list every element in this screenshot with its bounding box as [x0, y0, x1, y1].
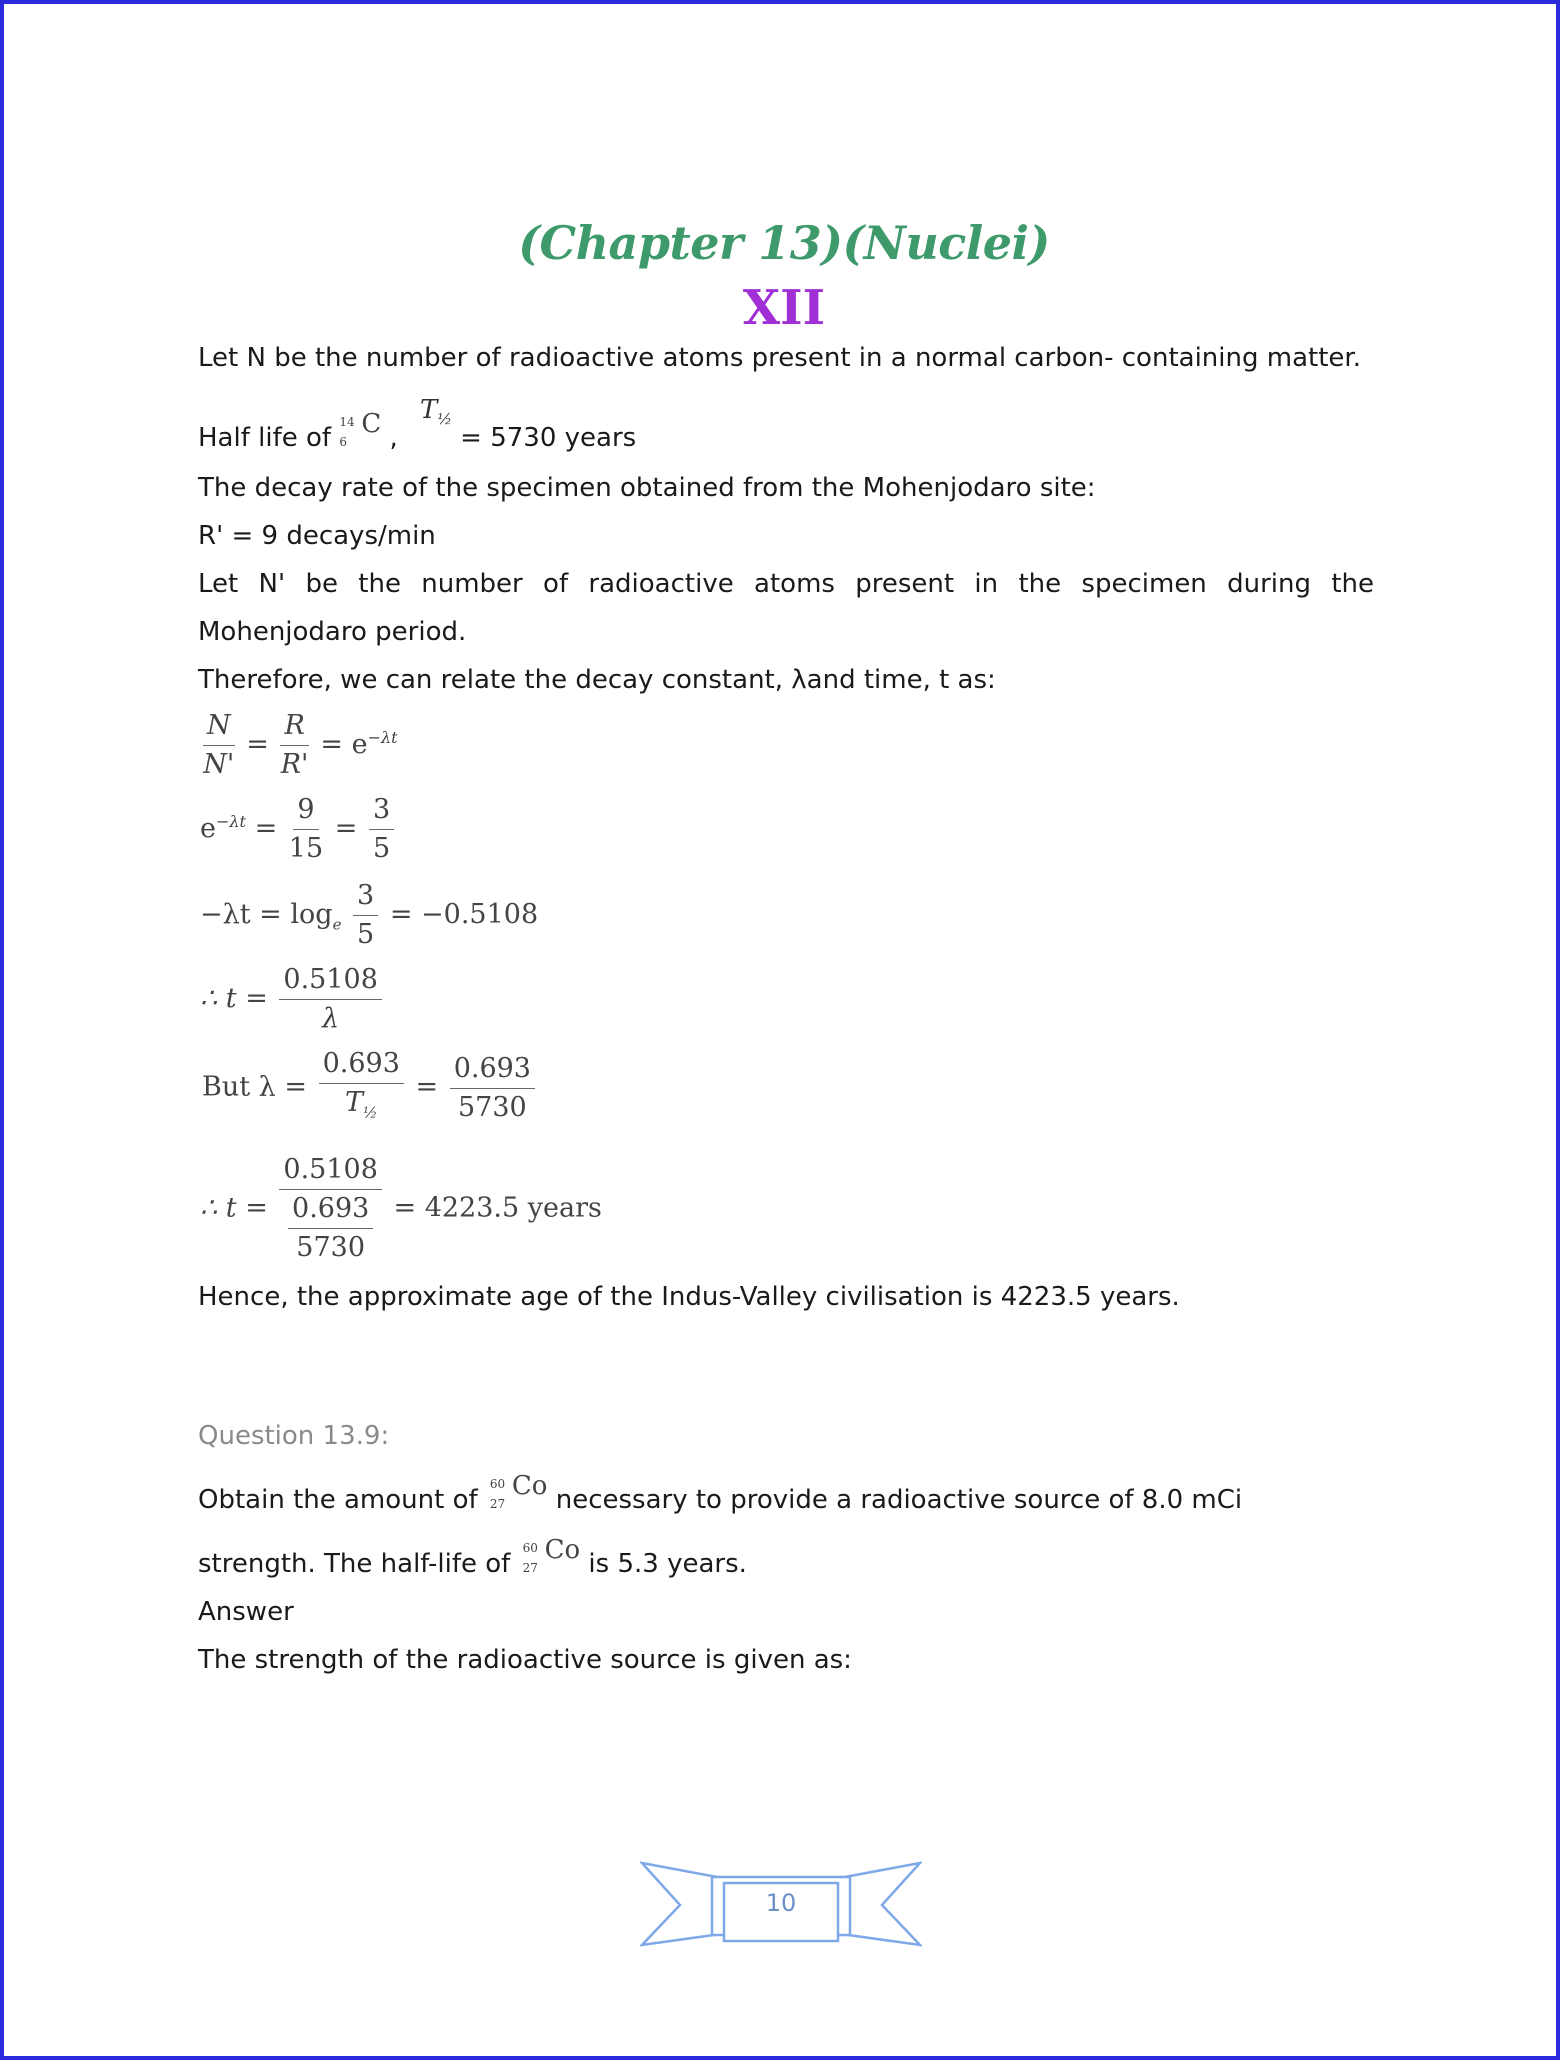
- paragraph-r-prime: R' = 9 decays/min: [198, 521, 436, 551]
- class-title: XII: [742, 280, 826, 336]
- answer-text: The strength of the radioactive source is given as:: [198, 1645, 852, 1675]
- chapter-title: (Chapter 13)(Nuclei): [518, 216, 1050, 270]
- paragraph-conclusion: Hence, the approximate age of the Indus-Valley civilisation is 4223.5 years.: [198, 1282, 1180, 1312]
- carbon-14-nuclide: 14 6 C: [339, 409, 382, 449]
- equation-lambda: But λ = $\frac{0.693}{T_{\frac{1}{2}}}$ = $\frac{0.693}{5730}$: [202, 1048, 538, 1128]
- equation-time-lambda: ∴ t = $\frac{0.5108}{\lambda}$: [200, 964, 385, 1035]
- half-life-value: = 5730 years: [460, 423, 637, 453]
- half-life-prefix: Half life of: [198, 423, 332, 453]
- equation-exponential: $e^{-\lambda t}$ = $\frac{9}{15}$ = $\frac{3}{5}$: [200, 794, 397, 865]
- question-label: Question 13.9:: [198, 1421, 390, 1451]
- equation-age: ∴ t = $\frac{0.5108}{\frac{0.693}{5730}}$ = 4223.5 years: [200, 1154, 602, 1263]
- half-life-line: [198, 395, 637, 464]
- page-number: 10: [765, 1889, 797, 1917]
- paragraph-therefore: Therefore, we can relate the decay constant, λand time, t as:: [198, 665, 996, 695]
- paragraph-n-prime-line1: Let N' be the number of radioactive atoms present in the specimen during the: [198, 569, 1374, 599]
- question-line1: Obtain the amount of 60 27 Co necessary to provide a radioactive source of 8.0 mCi: [198, 1471, 1243, 1515]
- answer-label: Answer: [198, 1597, 294, 1627]
- paragraph-n-prime-line2: Mohenjodaro period.: [198, 617, 467, 647]
- paragraph-intro: Let N be the number of radioactive atoms present in a normal carbon- containing matter.: [198, 343, 1361, 373]
- comma: ,: [389, 423, 398, 453]
- page-footer: [640, 1859, 922, 1949]
- cobalt-60-nuclide: 60 27 Co: [489, 1471, 548, 1511]
- equation-log: $-\lambda t = \log_e$ $\frac{3}{5}$ = −0.5108: [200, 880, 539, 950]
- cobalt-60-nuclide-2: 60 27 Co: [522, 1535, 581, 1575]
- question-line2: strength. The half-life of 60 27 Co is 5.3 years.: [198, 1535, 747, 1579]
- half-life-symbol: $T_{\frac{1}{2}}$: [420, 395, 452, 429]
- paragraph-decay-rate: The decay rate of the specimen obtained from the Mohenjodaro site:: [198, 473, 1096, 503]
- equation-ratio: $\frac{N}{N'}$ = $\frac{R}{R'}$ = $e^{-\lambda t}$: [203, 710, 398, 780]
